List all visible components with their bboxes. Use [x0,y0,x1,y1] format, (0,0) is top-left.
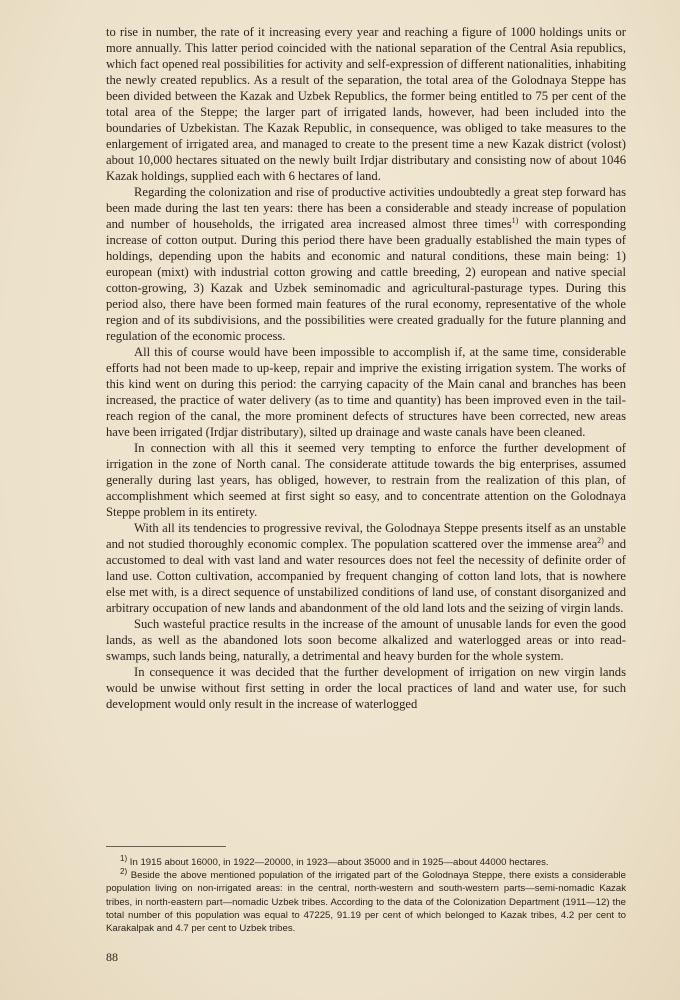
footnote-ref: 1) [511,215,519,225]
paragraph [106,344,626,440]
paragraph [106,24,626,184]
paragraph-text: In consequence it was decided that the further development of irrigation on new virgin lands would be unwise without first setting in order the local practices of land and water use, for such development would only result in the increase of waterlogged [106,665,626,711]
paragraph-text: In connection with all this it seemed very tempting to enforce the further development of irrigation in the zone of North canal. The considerate attitude towards the big enterprises, assumed generally during last years, has obliged, however, to restrain from the realization of this plan, of accomplishment which seemed at first sight so easy, and to concentrate attention on the Golodnaya Steppe problem in its entirety. [106,441,626,519]
paragraph-text: Such wasteful practice results in the increase of the amount of unusable lands for even the good lands, as well as the abandoned lots soon become alkalized and waterlogged areas or into read-swamps, such lands being, naturally, a detrimental and heavy burden for the whole system. [106,617,626,663]
footnote-text: Beside the above mentioned population of the irrigated part of the Golodnaya Steppe, there exists a considerable population living on non-irrigated areas: in the central, north-western and south-western parts—semi-nomadic Kazak tribes, in north-eastern part—nomadic Uzbek tribes. According to the data of the Colonization Department (1911—12) the total number of this population was equal to 47225, 91.19 per cent of which belonged to Kazak tribes, 4.2 per cent to Karakalpak and 4.7 per cent to Uzbek tribes. [106,870,626,935]
paragraph-text: and accustomed to deal with vast land and water resources does not feel the necessity of definite order of land use. Cotton cultivation, accompanied by frequent changing of cotton land lots, that is nowhere else met with, is a direct sequence of unstabilized conditions of land use, of constant disorganized and arbitrary occupation of new lands and abandonment of the old land lots and the seizing of virgin lands. [106,537,626,615]
footnote-marker: 2) [120,867,128,877]
paragraph-text: With all its tendencies to progressive revival, the Golodnaya Steppe presents itself as an unstable and not studied thoroughly economic complex. The population scattered over the immense area [106,521,626,551]
body-text [106,24,626,712]
footnote [106,853,626,869]
footnote-text: In 1915 about 16000, in 1922—20000, in 1923—about 35000 and in 1925—about 44000 hectares. [127,857,549,868]
paragraph [106,520,626,616]
paragraph [106,184,626,344]
paragraph-text: Regarding the colonization and rise of productive activities undoubtedly a great step forward has been made during the last ten years: there has been a considerable and steady increase of population and number of households, the irrigated area increased almost three times [106,185,626,231]
paragraph [106,616,626,664]
footnote-ref: 2) [597,535,604,545]
paragraph [106,664,626,712]
footnote-divider [106,846,226,847]
paragraph-text: All this of course would have been impossible to accomplish if, at the same time, considerable efforts had not been made to up-keep, repair and imprive the existing irrigation system. The works of this kind went on during this period: the carrying capacity of the Main canal and branches has been increased, the practice of water delivery (as to time and quantity) has been improved even in the tail-reach region of the canal, the more prominent defects of structures have been corrected, new areas have been irrigated (Irdjar distributary), silted up drainage and waste canals have been cleaned. [106,345,626,439]
paragraph-text: to rise in number, the rate of it increasing every year and reaching a figure of 1000 holdings units or more annually. This latter period coincided with the national separation of the Central Asia republics, which fact opened real possibilities for activity and self-expression of different nationalities, inhabiting the newly created republics. As a result of the separation, the total area of the Golodnaya Steppe has been divided between the Kazak and Uzbek Republics, the former being entitled to 75 per cent of the total area of the Steppe; the larger part of irrigated lands, however, had been included into the boundaries of Uzbekistan. The Kazak Republic, in consequence, was obliged to take measures to the enlargement of irrigated area, and managed to create to the present time a new Kazak district (volost) about 10,000 hectares situated on the newly built Irdjar distributary and consisting now of about 1046 Kazak holdings, supplied each with 6 hectares of land. [106,25,626,183]
paragraph-text: with corresponding increase of cotton output. During this period there have been gradually established the main types of holdings, depending upon the habits and economic and natural conditions, these main being: 1) european (mixt) with industrial cotton growing and cattle breeding, 2) european and native special cotton-growing, 3) Kazak and Uzbek seminomadic and agricultural-pasturage types. During this period also, there have been formed main features of the rural economy, representative of the whole region and of its subdivisions, and the possibilities were created gradually for the future planning and regulation of the economic process. [106,217,626,343]
footnote-marker: 1) [120,853,128,863]
footnote [106,869,626,935]
footnotes [106,853,626,935]
page-number: 88 [106,950,118,964]
paragraph [106,440,626,520]
